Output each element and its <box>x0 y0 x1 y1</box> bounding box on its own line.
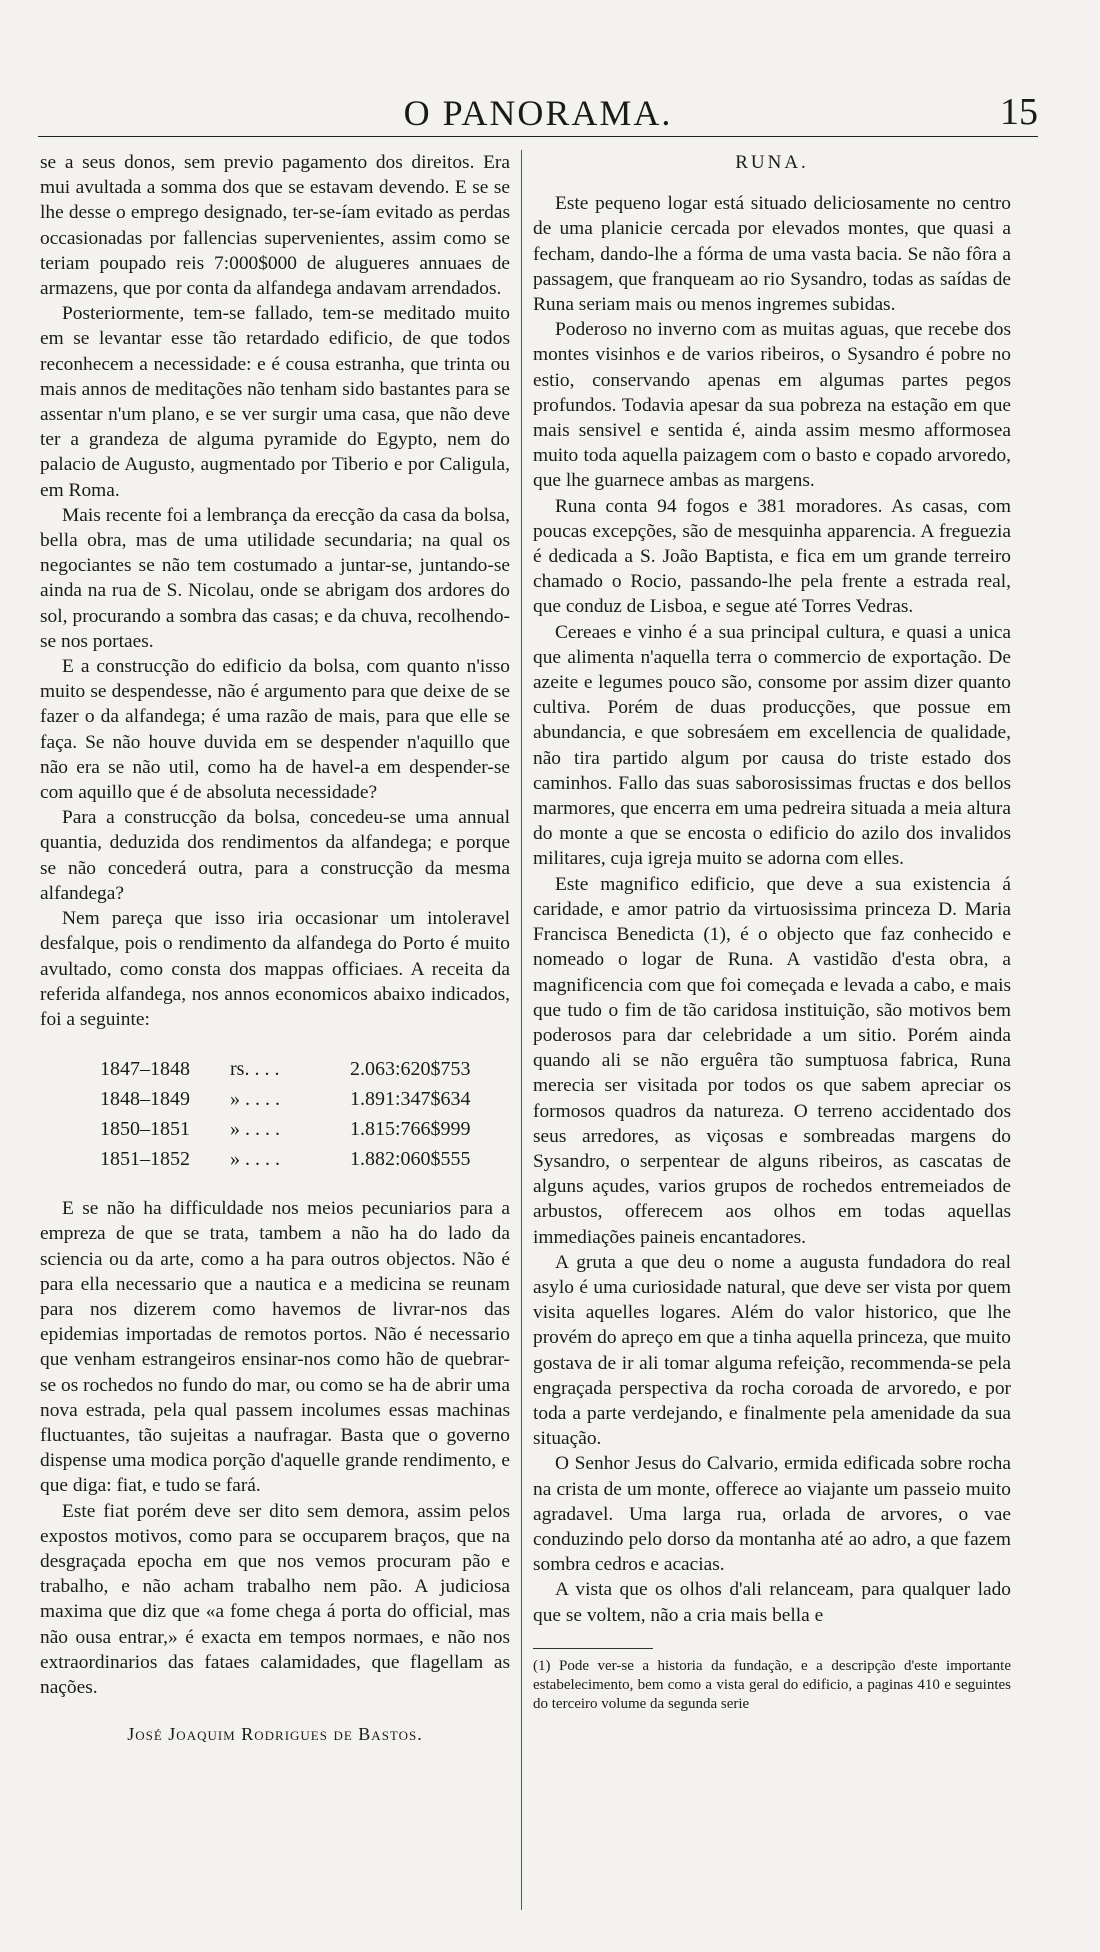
table-cell-year: 1848–1849 <box>100 1088 190 1111</box>
paragraph: A vista que os olhos d'ali relanceam, para qualquer lado que se voltem, não a cria mais bella e <box>533 1579 1011 1626</box>
table-cell-value: 1.891:347$634 <box>350 1088 471 1111</box>
paragraph: Nem pareça que isso iria occasionar um intoleravel desfalque, pois o rendimento da alfandega do Porto é muito avultado, como consta dos mappas officiaes. A receita da referida alfandega, nos annos economicos abaixo indicados, foi a seguinte: <box>40 908 510 1030</box>
paragraph: Para a construcção da bolsa, concedeu-se uma annual quantia, deduzida dos rendimentos da alfandega; e porque se não concederá outra, para a construcção da mesma alfandega? <box>40 807 510 904</box>
section-title: RUNA. <box>735 152 809 173</box>
footnote-rule <box>533 1648 653 1649</box>
table-cell-value: 1.882:060$555 <box>350 1148 471 1171</box>
revenue-table <box>100 1054 510 1174</box>
paragraph: Mais recente foi a lembrança da erecção da casa da bolsa, bella obra, mas de uma utilidade secundaria; na qual os negociantes se não tem costumado a juntar-se, juntando-se ainda na rua de S. Nicolau, onde se abrigam dos ardores do sol, procurando a sombra das casas; e da chuva, recolhendo-se nos portaes. <box>40 504 510 652</box>
paragraph: A gruta a que deu o nome a augusta fundadora do real asylo é uma curiosidade natural, que deve ser vista por quem visita aquelles logares. Além do valor historico, que lhe provém do apreço em que a tinha aquella princeza, que muito gostava de ir ali tomar alguma refeição, recommenda-se pela engraçada perspectiva da rocha coroada de arvoredo, e por toda a parte verdejando, e finalmente pela amenidade da sua situação. <box>533 1251 1011 1450</box>
paragraph: O Senhor Jesus do Calvario, ermida edificada sobre rocha na crista de um monte, offerece ao viajante um passeio muito agradavel. Uma larga rua, orlada de arvores, o vae conduzindo pelo dorso da montanha até ao adro, a que fazem sombra cedros e acacias. <box>533 1453 1011 1576</box>
table-cell-unit: » . . . . <box>230 1088 280 1111</box>
table-cell-value: 1.815:766$999 <box>350 1118 471 1141</box>
table-row <box>100 1144 510 1174</box>
paragraph: E a construcção do edificio da bolsa, com quanto n'isso muito se despendesse, não é argumento para que deixe de se fazer o da alfandega; é uma razão de mais, para que elle se faça. Se não houve duvida em se despender n'aquillo que não era se não util, como ha de havel-a em despender-se com aquillo que é de absoluta necessidade? <box>40 656 510 804</box>
table-cell-unit: » . . . . <box>230 1118 280 1141</box>
footnote: (1) Pode ver-se a historia da fundação, e a descripção d'este importante estabelecimento, bem como a vista geral do edificio, a paginas 410 e seguintes do terceiro volume da segunda serie <box>533 1657 1011 1712</box>
header-rule <box>38 136 1038 137</box>
paragraph: Cereaes e vinho é a sua principal cultura, e quasi a unica que alimenta n'aquella terra o commercio de exportação. De azeite e legumes pouco são, consome por assim dizer quanto cultiva. Porém de duas producções, que possue em abundancia, e que sobresáem em excellencia de qualidade, não tira partido algum por causa do triste estado dos caminhos. Fallo das suas saborosissimas fructas e dos bellos marmores, que encerra em uma pedreira situada a meia altura do monte a que se encosta o edificio do azilo dos invalidos militares, cuja igreja muito se adorna com elles. <box>533 621 1011 870</box>
table-row <box>100 1084 510 1114</box>
right-column <box>533 150 1011 1714</box>
table-cell-unit: » . . . . <box>230 1148 280 1171</box>
paragraph: Este fiat porém deve ser dito sem demora, assim pelos expostos motivos, como para se occuparem braços, que na desgraçada epocha em que nos vemos procuram pão e trabalho, e não acham trabalho nem pão. A judiciosa maxima que diz que «a fome chega á porta do official, mas não ousa entrar,» é exacta em tempos normaes, e não nos extraordinarios das fataes calamidades, que flagellam as nações. <box>40 1500 510 1698</box>
paragraph: Poderoso no inverno com as muitas aguas, que recebe dos montes visinhos e de varios ribeiros, o Sysandro é pobre no estio, conservando apenas em algumas partes pegos profundos. Todavia apesar da sua pobreza na estação em que mais sensivel e sentida é, ainda assim mesmo afformosea muito toda aquella paizagem com o basto e copado arvoredo, que lhe guarnece ambas as margens. <box>533 319 1011 492</box>
paragraph: Runa conta 94 fogos e 381 moradores. As casas, com poucas excepções, são de mesquinha apparencia. A freguezia é dedicada a S. João Baptista, e fica em um grande terreiro chamado o Rocio, passando-lhe pela frente a estrada real, que conduz de Lisboa, e segue até Torres Vedras. <box>533 495 1011 618</box>
page-number: 15 <box>1000 91 1038 133</box>
running-title: O PANORAMA. <box>403 93 673 133</box>
paragraph: E se não ha difficuldade nos meios pecuniarios para a empreza de que se trata, tambem a não ha do lado da sciencia ou da arte, como a ha para outros objectos. Não é para ella necessario que a nautica e a medicina se reunam para nos dizerem como havemos de livrar-nos das epidemias importadas de remotos portos. Não é necessario que venham estrangeiros ensinar-nos como hão de quebrar-se os rochedos no fundo do mar, ou como se ha de abrir uma nova estrada, pela qual passem incolumes essas machinas fluctuantes, tão sujeitas a naufragar. Basta que o governo dispense uma modica porção d'aquelle grande rendimento, e que diga: fiat, e tudo se fará. <box>40 1198 510 1497</box>
table-cell-year: 1847–1848 <box>100 1058 190 1081</box>
paragraph: Posteriormente, tem-se fallado, tem-se meditado muito em se levantar esse tão retardado edificio, de que todos reconhecem a necessidade: e é cousa estranha, que trinta ou mais annos de meditações não tenham sido bastantes para se assentar n'um plano, e se ver surgir uma casa, que não deve ter a grandeza de alguma pyramide do Egypto, nem do palacio de Augusto, augmentado por Tiberio e por Caligula, em Roma. <box>40 303 510 501</box>
paragraph: Este magnifico edificio, que deve a sua existencia á caridade, e amor patrio da virtuosissima princeza D. Maria Francisca Benedicta (1), é o objecto que faz conhecido e nomeado o logar de Runa. A vastidão d'esta obra, a magnificencia com que foi começada e levada a cabo, e mais que tudo o fim de tão caridosa instituição, são motivos bem poderosos para dar celebridade a um sitio. Porém ainda quando ali se não erguêra tão sumptuosa fabrica, Runa merecia ser visitada por todos os que sabem apreciar os formosos quadros da natureza. O terreno accidentado dos seus arredores, as viçosas e sombreadas margens do Sysandro, o serpentear de alguns ribeiros, as cascatas de alguns açudes, varios grupos de rochedos entremeiados de arbustos, offerecem aos olhos em todas aquellas immediações paineis encantadores. <box>533 873 1011 1248</box>
left-column <box>40 150 510 1747</box>
table-cell-value: 2.063:620$753 <box>350 1058 471 1081</box>
table-cell-year: 1851–1852 <box>100 1148 190 1171</box>
table-cell-year: 1850–1851 <box>100 1118 190 1141</box>
table-row <box>100 1054 510 1084</box>
column-divider <box>521 150 522 1910</box>
paragraph: Este pequeno logar está situado deliciosamente no centro de uma planicie cercada por elevados montes, que quasi a fecham, dando-lhe a fórma de uma vasta bacia. Se não fôra a passagem, que franqueam ao rio Sysandro, todas as saídas de Runa seriam mais ou menos ingremes subidas. <box>533 193 1011 316</box>
table-row <box>100 1114 510 1144</box>
table-cell-unit: rs. . . . <box>230 1058 280 1081</box>
author-signature: José Joaquim Rodrigues de Bastos. <box>127 1724 423 1745</box>
paragraph: se a seus donos, sem previo pagamento dos direitos. Era mui avultada a somma dos que se estavam devendo. E se se lhe desse o emprego designado, ter-se-íam evitado as perdas occasionadas por fallencias supervenientes, assim como se teriam poupado reis 7:000$000 de alugueres annuaes de armazens, que por conta da alfandega andavam arrendados. <box>40 152 510 300</box>
page-header <box>38 90 1038 140</box>
